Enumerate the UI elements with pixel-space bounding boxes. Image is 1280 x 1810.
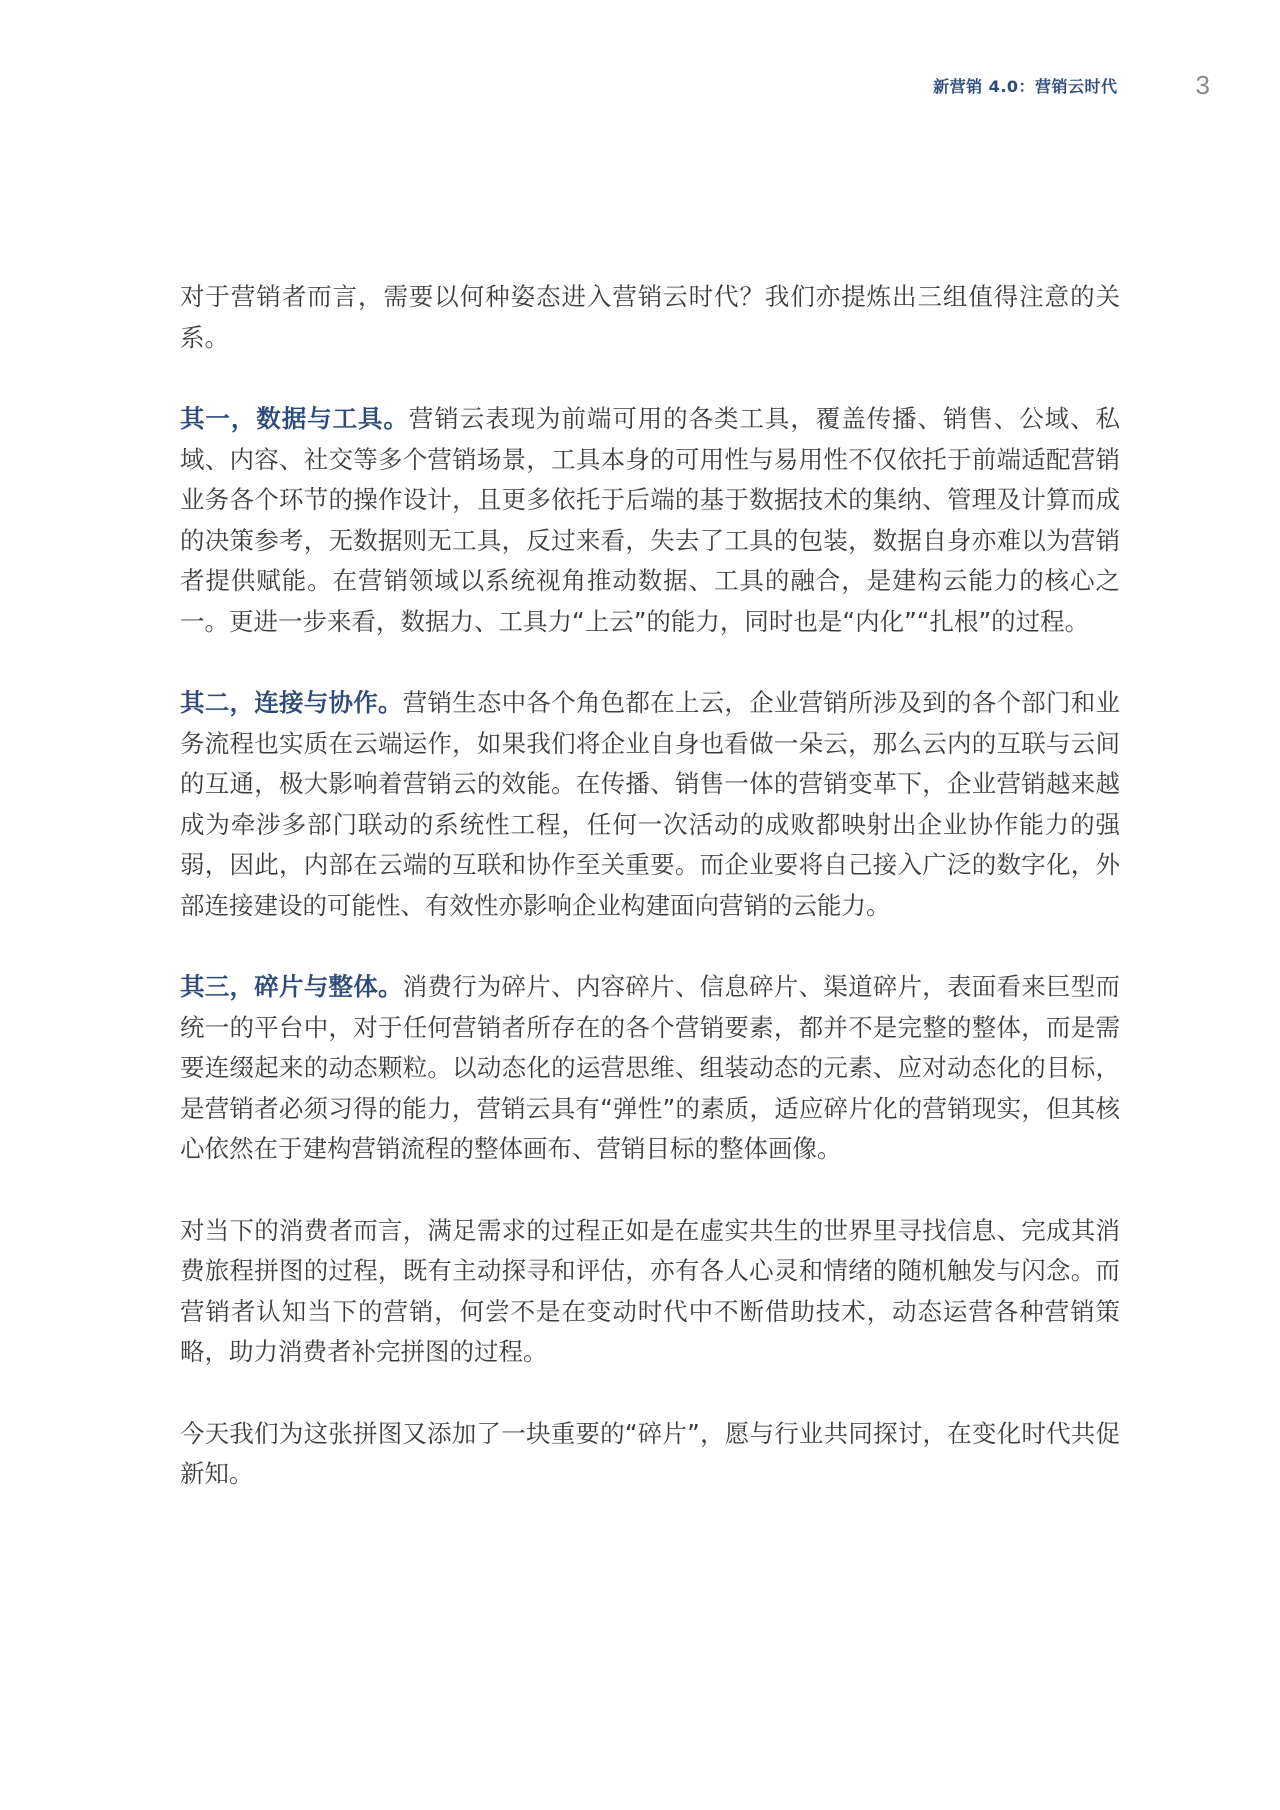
header-title: 新营销 4.0：营销云时代 — [933, 77, 1118, 96]
paragraph-connect-collab — [180, 683, 1120, 926]
page-header — [933, 70, 1210, 101]
paragraph-text: 消费行为碎片、内容碎片、信息碎片、渠道碎片，表面看来巨型而统一的平台中，对于任何营销者所存在的各个营销要素，都并不是完整的整体，而是需要连缀起来的动态颗粒。以动态化的运营思维、组装动态的元素、应对动态化的目标，是营销者必须习得的能力，营销云具有“弹性”的素质，适应碎片化的营销现实，但其核心依然在于建构营销流程的整体画布、营销目标的整体画像。 — [180, 972, 1121, 1163]
paragraph-data-tools — [180, 399, 1120, 642]
paragraph-lead: 其三，碎片与整体。 — [180, 972, 403, 1001]
paragraph-text: 营销生态中各个角色都在上云，企业营销所涉及到的各个部门和业务流程也实质在云端运作，如果我们将企业自身也看做一朵云，那么云内的互联与云间的互通，极大影响着营销云的效能。在传播、销售一体的营销变革下，企业营销越来越成为牵涉多部门联动的系统性工程，任何一次活动的成败都映射出企业协作能力的强弱，因此，内部在云端的互联和协作至关重要。而企业要将自己接入广泛的数字化，外部连接建设的可能性、有效性亦影响企业构建面向营销的云能力。 — [180, 688, 1121, 920]
paragraph-lead: 其一，数据与工具。 — [180, 404, 409, 433]
paragraph-text: 营销云表现为前端可用的各类工具，覆盖传播、销售、公域、私域、内容、社交等多个营销场景，工具本身的可用性与易用性不仅依托于前端适配营销业务各个环节的操作设计，且更多依托于后端的基于数据技术的集纳、管理及计算而成的决策参考，无数据则无工具，反过来看，失去了工具的包装，数据自身亦难以为营销者提供赋能。在营销领域以系统视角推动数据、工具的融合，是建构云能力的核心之一。更进一步来看，数据力、工具力“上云”的能力，同时也是“内化”“扎根”的过程。 — [180, 404, 1120, 636]
paragraph-fragment-whole — [180, 967, 1120, 1170]
paragraph-lead: 其二，连接与协作。 — [180, 688, 403, 717]
paragraph-closing — [180, 1414, 1120, 1495]
paragraph-intro — [180, 277, 1120, 358]
paragraph-text: 对于营销者而言，需要以何种姿态进入营销云时代？我们亦提炼出三组值得注意的关系。 — [180, 282, 1120, 352]
page-number: 3 — [1195, 70, 1210, 100]
paragraph-consumer — [180, 1211, 1120, 1373]
body-content — [180, 277, 1120, 1536]
paragraph-text: 今天我们为这张拼图又添加了一块重要的“碎片”，愿与行业共同探讨，在变化时代共促新知。 — [180, 1418, 1120, 1488]
paragraph-text: 对当下的消费者而言，满足需求的过程正如是在虚实共生的世界里寻找信息、完成其消费旅程拼图的过程，既有主动探寻和评估，亦有各人心灵和情绪的随机触发与闪念。而营销者认知当下的营销，何尝不是在变动时代中不断借助技术，动态运营各种营销策略，助力消费者补完拼图的过程。 — [180, 1215, 1120, 1366]
